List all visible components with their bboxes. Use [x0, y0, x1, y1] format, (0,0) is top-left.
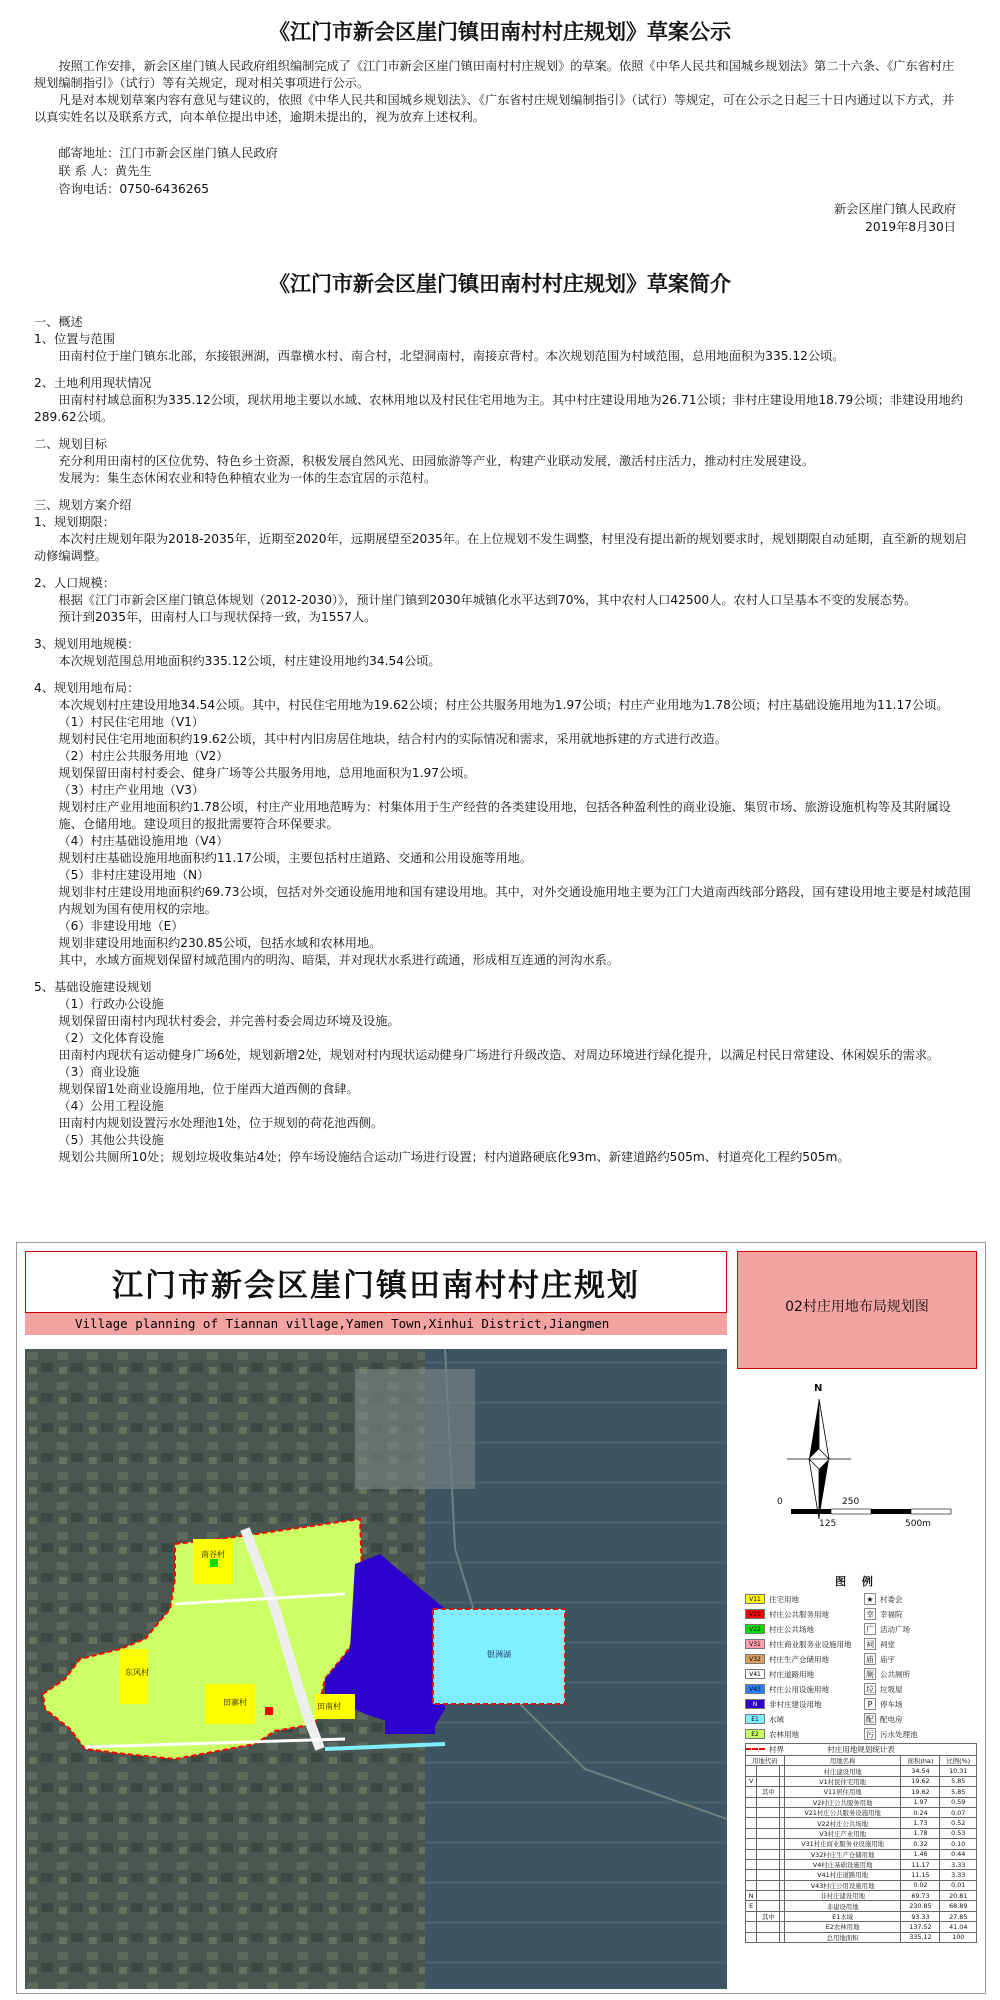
summary-line: 规划保留田南村村委会、健身广场等公共服务用地，总用地面积为1.97公顷。 — [58, 766, 476, 780]
legend-label: 村庄生产仓储用地 — [769, 1654, 829, 1664]
north-arrow-icon — [737, 1369, 977, 1569]
stat-title: 村庄用地规划统计表 — [745, 1743, 977, 1755]
summary-line: 一、概述 — [34, 315, 83, 329]
summary-line: 其中，水域方面规划保留村域范围内的明沟、暗渠，并对现状水系进行疏通，形成相互连通的河沟水系。 — [58, 953, 620, 967]
stat-code-cell — [746, 1797, 757, 1807]
summary-line: 发展为：集生态休闲农业和特色种植农业为一体的生态宜居的示范村。 — [58, 471, 437, 485]
stat-area-cell: 0.02 — [901, 1880, 940, 1890]
summary-line — [34, 487, 974, 497]
mail-address: 邮寄地址：江门市新会区崖门镇人民政府 — [58, 146, 278, 160]
legend-swatch: V32 — [745, 1654, 765, 1664]
stat-row — [746, 1776, 977, 1786]
legend-landuse-item — [745, 1728, 858, 1740]
north-label: N — [814, 1383, 823, 1394]
legend-swatch: V11 — [745, 1594, 765, 1604]
stat-sub-cell — [757, 1818, 780, 1828]
legend-label: 村庄公用设施用地 — [769, 1684, 829, 1694]
stat-row — [746, 1870, 977, 1880]
stat-code-cell — [746, 1932, 757, 1942]
legend-symbol-item — [864, 1638, 977, 1650]
legend-symbol-label: 活动广场 — [880, 1624, 910, 1634]
legend-swatch: E2 — [745, 1729, 765, 1739]
map-label-village-1: 南谷村 — [201, 1550, 225, 1559]
stat-row — [746, 1828, 977, 1838]
v22-public-square — [210, 1559, 218, 1567]
legend-landuse-item — [745, 1683, 858, 1695]
stat-row — [746, 1932, 977, 1942]
stat-pct-cell: 0.07 — [940, 1807, 977, 1817]
stat-pct-cell: 100 — [940, 1932, 977, 1942]
legend-label: 非村庄建设用地 — [769, 1699, 822, 1709]
legend-symbol-item — [864, 1728, 977, 1740]
summary-line: 1、规划期限： — [34, 515, 115, 529]
legend-symbol-label: 垃圾屋 — [880, 1684, 903, 1694]
stat-code-cell — [746, 1766, 757, 1776]
legend-landuse-item — [745, 1593, 858, 1605]
summary-line: 本次规划村庄建设用地34.54公顷。其中，村民住宅用地为19.62公顷；村庄公共服务用地为1.97公顷；村庄产业用地为1.78公顷；村庄基础设施用地为11.17公顷。 — [58, 698, 949, 712]
stat-sub-cell — [757, 1797, 780, 1807]
stat-code-cell — [746, 1880, 757, 1890]
legend-symbol-item — [864, 1698, 977, 1710]
stat-name-cell: V32村庄生产仓储用地 — [784, 1849, 901, 1859]
summary-line: 规划非村庄建设用地面积约69.73公顷，包括对外交通设施用地和国有建设用地。其中，对外交通设施用地主要为江门大道南西线部分路段，国有建设用地主要是村域范围内规划为国有使用权的宗地。 — [58, 885, 971, 916]
legend-symbol-icon: 污 — [866, 1729, 874, 1739]
summary-line: （2）文化体育设施 — [58, 1031, 164, 1045]
summary-line — [34, 565, 974, 575]
legend-symbol-icon: 幸 — [866, 1609, 874, 1619]
stat-area-cell: 0.32 — [901, 1839, 940, 1849]
summary-line: 规划村庄产业用地面积约1.78公顷，村庄产业用地范畴为：村集体用于生产经营的各类建设用地，包括各种盈利性的商业设施、集贸市场、旅游设施机构等及其附属设施、仓储用地。建设项目的报批需要符合环保要求。 — [58, 800, 951, 831]
map-label-lake: 银洲湖 — [487, 1650, 511, 1659]
legend-label: 农林用地 — [769, 1729, 799, 1739]
stat-pct-cell: 27.85 — [940, 1911, 977, 1921]
summary-line: 规划村民住宅用地面积约19.62公顷，其中村内旧房居住地块，结合村内的实际情况和需求，采用就地拆建的方式进行改造。 — [58, 732, 728, 746]
stat-area-cell: 19.62 — [901, 1776, 940, 1786]
summary-line: 5、基础设施建设规划 — [34, 980, 152, 994]
summary-line: 田南村位于崖门镇东北部，东接银洲湖，西靠横水村、南合村，北望洞南村，南接京背村。本次规划范围为村域范围，总用地面积为335.12公顷。 — [58, 349, 845, 363]
legend-symbol-item — [864, 1593, 977, 1605]
legend-symbol-icon: 庙 — [866, 1654, 874, 1664]
stat-sub-cell — [757, 1901, 780, 1911]
stat-pct-cell: 5.85 — [940, 1787, 977, 1797]
summary-line: 根据《江门市新会区崖门镇总体规划（2012-2030）》，预计崖门镇到2030年城镇化水平达到70%，其中农村人口42500人。农村人口呈基本不变的发展态势。 — [58, 593, 917, 607]
stat-code-cell: E — [746, 1901, 757, 1911]
summary-line — [34, 365, 974, 375]
summary-line: 4、规划用地布局： — [34, 681, 140, 695]
stat-name-cell: V41村庄道路用地 — [784, 1870, 901, 1880]
industrial-zone — [355, 1369, 475, 1489]
stat-code-cell — [746, 1922, 757, 1932]
stat-row — [746, 1797, 977, 1807]
notice-body — [34, 58, 966, 126]
summary-line — [34, 969, 974, 979]
stat-row — [746, 1807, 977, 1817]
stat-pct-cell: 3.33 — [940, 1870, 977, 1880]
map-name: 02村庄用地布局规划图 — [785, 1299, 929, 1315]
stat-area-cell: 1.73 — [901, 1818, 940, 1828]
legend-symbol-label: 祠堂 — [880, 1639, 895, 1649]
summary-line: （1）村民住宅用地（V1） — [58, 715, 205, 729]
stat-name-cell: 村庄建设用地 — [784, 1766, 901, 1776]
signoff-org: 新会区崖门镇人民政府 — [834, 202, 956, 216]
legend-label: 村界 — [769, 1744, 784, 1754]
legend-symbol-icon: ★ — [864, 1593, 876, 1605]
stat-name-cell: V21村庄公共服务设施用地 — [784, 1807, 901, 1817]
stat-name-cell: 非村庄建设用地 — [784, 1891, 901, 1901]
legend-landuse-item — [745, 1623, 858, 1635]
summary-line: 2、人口规模： — [34, 576, 115, 590]
stat-head-name: 用地名称 — [784, 1756, 901, 1766]
summary-title: 《江门市新会区崖门镇田南村村庄规划》草案简介 — [269, 271, 731, 296]
stat-pct-cell: 68.89 — [940, 1901, 977, 1911]
stat-pct-cell: 41.04 — [940, 1922, 977, 1932]
stat-pct-cell: 0.53 — [940, 1828, 977, 1838]
stat-sub-cell — [757, 1859, 780, 1869]
stat-pct-cell: 20.81 — [940, 1891, 977, 1901]
plan-subtitle: Village planning of Tiannan village,Yamen Town,Xinhui District,Jiangmen — [25, 1313, 727, 1335]
stat-sub-cell: 其中 — [757, 1911, 780, 1921]
signoff — [834, 200, 956, 236]
summary-line: 本次村庄规划年限为2018-2035年，近期至2020年，远期展望至2035年。在上位规划不发生调整，村里没有提出新的规划要求时，规划期限自动延期，直至新的规划启动修编调整。 — [34, 532, 967, 563]
legend-symbol-label: 停车场 — [880, 1699, 903, 1709]
map-label-village-3: 田南村 — [317, 1702, 341, 1711]
stat-area-cell: 1.97 — [901, 1797, 940, 1807]
stat-name-cell: 非建设用地 — [784, 1901, 901, 1911]
stat-row — [746, 1818, 977, 1828]
summary-line: 三、规划方案介绍 — [34, 498, 132, 512]
stat-name-cell: V2村庄公共服务用地 — [784, 1797, 901, 1807]
summary-line: （6）非建设用地（E） — [58, 919, 184, 933]
stat-pct-cell: 5.85 — [940, 1776, 977, 1786]
v21-public-service — [265, 1707, 273, 1715]
stat-sub-cell — [757, 1839, 780, 1849]
stat-area-cell: 34.54 — [901, 1766, 940, 1776]
stat-pct-cell: 3.33 — [940, 1859, 977, 1869]
n-nonvillage-south — [385, 1664, 435, 1734]
stat-code-cell — [746, 1828, 757, 1838]
stat-area-cell: 230.85 — [901, 1901, 940, 1911]
stat-name-cell: V22村庄公共场地 — [784, 1818, 901, 1828]
stat-name-cell: E2农林用地 — [784, 1922, 901, 1932]
stat-row — [746, 1766, 977, 1776]
stat-row — [746, 1922, 977, 1932]
stat-pct-cell: 0.10 — [940, 1839, 977, 1849]
summary-line: 规划保留田南村内现状村委会，并完善村委会周边环境及设施。 — [58, 1014, 400, 1028]
summary-line: （3）商业设施 — [58, 1065, 140, 1079]
legend-symbol-icon: 广 — [866, 1624, 874, 1634]
legend-landuse-item — [745, 1638, 858, 1650]
stat-head-area: 面积(ha) — [901, 1756, 940, 1766]
stat-sub-cell — [757, 1932, 780, 1942]
summary-line: 预计到2035年，田南村人口与现状保持一致，为1557人。 — [58, 610, 377, 624]
plan-header — [25, 1251, 727, 1347]
legend-landuse-item — [745, 1698, 858, 1710]
stat-area-cell: 1.78 — [901, 1828, 940, 1838]
contact-person: 联 系 人：黄先生 — [58, 164, 152, 178]
legend-symbol-item — [864, 1713, 977, 1725]
map-label-village-4: 东风村 — [125, 1668, 149, 1677]
stat-body — [746, 1766, 977, 1943]
stat-name-cell: E1水域 — [784, 1911, 901, 1921]
stat-area-cell: 0.24 — [901, 1807, 940, 1817]
summary-line: 田南村内现状有运动健身广场6处，规划新增2处，规划对村内现状运动健身广场进行升级改造、对周边环境进行绿化提升，以满足村民日常建设、休闲娱乐的需求。 — [58, 1048, 940, 1062]
stat-code-cell — [746, 1849, 757, 1859]
stat-code-cell: V — [746, 1776, 757, 1786]
legend-symbol-item — [864, 1608, 977, 1620]
stat-name-cell: V3村庄产业用地 — [784, 1828, 901, 1838]
legend-symbol-icon: 祠 — [866, 1639, 874, 1649]
legend-grid — [737, 1593, 977, 1755]
scale-125: 125 — [819, 1519, 837, 1529]
stat-sub-cell — [757, 1849, 780, 1859]
legend-symbol-label: 幸福院 — [880, 1609, 903, 1619]
legend-symbol-icon: 厕 — [866, 1669, 874, 1679]
stat-code-cell — [746, 1839, 757, 1849]
legend-title: 图 例 — [835, 1575, 879, 1588]
legend-symbol-icon: 配 — [866, 1714, 874, 1724]
stat-area-cell: 335.12 — [901, 1932, 940, 1942]
legend-landuse-item — [745, 1608, 858, 1620]
legend-symbol-label: 村委会 — [880, 1594, 903, 1604]
stat-row — [746, 1859, 977, 1869]
contact-phone: 咨询电话：0750-6436265 — [58, 182, 210, 196]
summary-line: （5）非村庄建设用地（N） — [58, 868, 210, 882]
legend-symbol-icon: P — [864, 1698, 876, 1710]
legend-symbol-item — [864, 1668, 977, 1680]
plan-title: 江门市新会区崖门镇田南村村庄规划 — [25, 1251, 727, 1313]
summary-line: 2、土地利用现状情况 — [34, 376, 152, 390]
stat-row — [746, 1911, 977, 1921]
legend-swatch: V21 — [745, 1609, 765, 1619]
summary-line: 规划村庄基础设施用地面积约11.17公顷，主要包括村庄道路、交通和公用设施等用地。 — [58, 851, 533, 865]
stat-row — [746, 1849, 977, 1859]
summary-line: （1）行政办公设施 — [58, 997, 164, 1011]
stat-code-cell — [746, 1807, 757, 1817]
stat-area-cell: 137.52 — [901, 1922, 940, 1932]
stat-code-cell — [746, 1859, 757, 1869]
summary-line: （3）村庄产业用地（V3） — [58, 783, 205, 797]
stat-table — [745, 1755, 977, 1943]
stat-sub-cell — [757, 1922, 780, 1932]
map-label-village-2: 田寨村 — [223, 1698, 247, 1707]
stat-sub-cell — [757, 1891, 780, 1901]
legend-swatch: V43 — [745, 1684, 765, 1694]
stat-area-cell: 93.33 — [901, 1911, 940, 1921]
stat-name-cell: V1村民住宅用地 — [784, 1776, 901, 1786]
stat-name-cell: 总用地面积 — [784, 1932, 901, 1942]
stat-code-cell: N — [746, 1891, 757, 1901]
map-name-box — [737, 1251, 977, 1369]
plan-board — [16, 1242, 986, 1994]
stat-code-cell — [746, 1870, 757, 1880]
stat-area-cell: 69.73 — [901, 1891, 940, 1901]
contact-block — [34, 144, 278, 198]
legend-swatch: E1 — [745, 1714, 765, 1724]
summary-line: （4）公用工程设施 — [58, 1099, 164, 1113]
stat-sub-cell — [757, 1807, 780, 1817]
legend-symbol-item — [864, 1623, 977, 1635]
scale-500m: 500m — [905, 1519, 931, 1529]
summary-line: 田南村内规划设置污水处理池1处，位于规划的荷花池西侧。 — [58, 1116, 384, 1130]
scale-250: 250 — [842, 1497, 860, 1507]
stat-name-cell: V11居住用地 — [784, 1787, 901, 1797]
notice-para-2: 凡是对本规划草案内容有意见与建议的，依照《中华人民共和国城乡规划法》、《广东省村庄规划编制指引》（试行）等规定，可在公示之日起三十日内通过以下方式，并以真实姓名以及联系方式，向本单位提出申述，逾期未提出的，视为放弃上述权利。 — [34, 93, 955, 124]
stat-sub-cell — [757, 1870, 780, 1880]
legend-symbol-icon: 垃 — [866, 1684, 874, 1694]
legend-label: 村庄公共场地 — [769, 1624, 814, 1634]
legend-label: 住宅用地 — [769, 1594, 799, 1604]
scale-0: 0 — [777, 1497, 783, 1507]
legend-label: 村庄公共服务用地 — [769, 1609, 829, 1619]
legend-symbol-item — [864, 1653, 977, 1665]
stat-head-pct: 比例(%) — [940, 1756, 977, 1766]
legend-landuse-item — [745, 1668, 858, 1680]
stat-pct-cell: 0.01 — [940, 1880, 977, 1890]
legend-swatch: V41 — [745, 1669, 765, 1679]
summary-line: 1、位置与范围 — [34, 332, 115, 346]
summary-line: （5）其他公共设施 — [58, 1133, 164, 1147]
signoff-date: 2019年8月30日 — [865, 220, 956, 234]
stat-pct-cell: 0.52 — [940, 1818, 977, 1828]
stat-row — [746, 1839, 977, 1849]
stat-row — [746, 1787, 977, 1797]
stat-pct-cell: 0.59 — [940, 1797, 977, 1807]
legend-label: 村庄商业服务业设施用地 — [769, 1639, 852, 1649]
legend-symbol-label: 配电房 — [880, 1714, 903, 1724]
stat-head-code: 用地代码 — [746, 1756, 785, 1766]
stat-sub-cell — [757, 1766, 780, 1776]
legend-swatch: N — [745, 1699, 765, 1709]
stat-area-cell: 11.17 — [901, 1859, 940, 1869]
summary-line: 规划非建设用地面积约230.85公顷，包括水域和农林用地。 — [58, 936, 382, 950]
legend-label: 水域 — [769, 1714, 784, 1724]
legend-symbol-label: 公共厕所 — [880, 1669, 910, 1679]
stat-row — [746, 1880, 977, 1890]
stat-pct-cell: 10.31 — [940, 1766, 977, 1776]
summary-line: （4）村庄基础设施用地（V4） — [58, 834, 229, 848]
legend-landuse-item — [745, 1653, 858, 1665]
stat-sub-cell — [757, 1880, 780, 1890]
stat-name-cell: V31村庄商业服务业设施用地 — [784, 1839, 901, 1849]
summary-line: （2）村庄公共服务用地（V2） — [58, 749, 229, 763]
land-use-map — [25, 1349, 727, 1989]
summary-line — [34, 426, 974, 436]
stat-sub-cell — [757, 1776, 780, 1786]
stat-row — [746, 1901, 977, 1911]
stat-header-row — [746, 1756, 977, 1766]
summary-line: 规划保留1处商业设施用地，位于崖西大道西侧的食肆。 — [58, 1082, 359, 1096]
stat-area-cell: 11.15 — [901, 1870, 940, 1880]
summary-line — [34, 626, 974, 636]
stat-row — [746, 1891, 977, 1901]
stat-code-cell — [746, 1787, 757, 1797]
summary-line: 本次规划范围总用地面积约335.12公顷，村庄建设用地约34.54公顷。 — [58, 654, 441, 668]
notice-title: 《江门市新会区崖门镇田南村村庄规划》草案公示 — [269, 19, 731, 44]
stat-name-cell: V4村庄基础设施用地 — [784, 1859, 901, 1869]
summary-line: 规划公共厕所10处；规划垃圾收集站4处；停车场设施结合运动广场进行设置；村内道路硬底化93m、新建道路约505m、村道亮化工程约505m。 — [58, 1150, 850, 1164]
legend-swatch: V31 — [745, 1639, 765, 1649]
summary-line: 3、规划用地规模： — [34, 637, 140, 651]
stat-code-cell — [746, 1818, 757, 1828]
stat-pct-cell: 0.44 — [940, 1849, 977, 1859]
legend-symbol-label: 庙宇 — [880, 1654, 895, 1664]
stat-code-cell — [746, 1911, 757, 1921]
stat-name-cell: V43村庄公用设施用地 — [784, 1880, 901, 1890]
land-use-stat-table — [745, 1743, 977, 1987]
stat-sub-cell — [757, 1828, 780, 1838]
summary-body — [34, 314, 974, 1166]
legend-label: 村庄道路用地 — [769, 1669, 814, 1679]
legend-landuse-item — [745, 1713, 858, 1725]
stat-sub-cell: 其中 — [757, 1787, 780, 1797]
summary-line: 二、规划目标 — [34, 437, 108, 451]
summary-line — [34, 670, 974, 680]
notice-para-1: 按照工作安排，新会区崖门镇人民政府组织编制完成了《江门市新会区崖门镇田南村村庄规划》的草案。依照《中华人民共和国城乡规划法》第二十六条、《广东省村庄规划编制指引》（试行）等有关规定，现对相关事项进行公示。 — [34, 59, 955, 90]
summary-line: 田南村村域总面积为335.12公顷，现状用地主要以水域、农林用地以及村民住宅用地为主。其中村庄建设用地为26.71公顷；非村庄建设用地18.79公顷；非建设用地约289.62公顷。 — [34, 393, 964, 424]
legend-symbol-label: 污水处理池 — [880, 1729, 918, 1739]
compass-scale-area — [737, 1369, 977, 1569]
legend-symbol-item — [864, 1683, 977, 1695]
stat-area-cell: 19.62 — [901, 1787, 940, 1797]
stat-area-cell: 1.46 — [901, 1849, 940, 1859]
summary-line: 充分利用田南村的区位优势、特色乡土资源，积极发展自然风光、田园旅游等产业，构建产业联动发展，激活村庄活力，推动村庄发展建设。 — [58, 454, 815, 468]
legend-swatch: V22 — [745, 1624, 765, 1634]
